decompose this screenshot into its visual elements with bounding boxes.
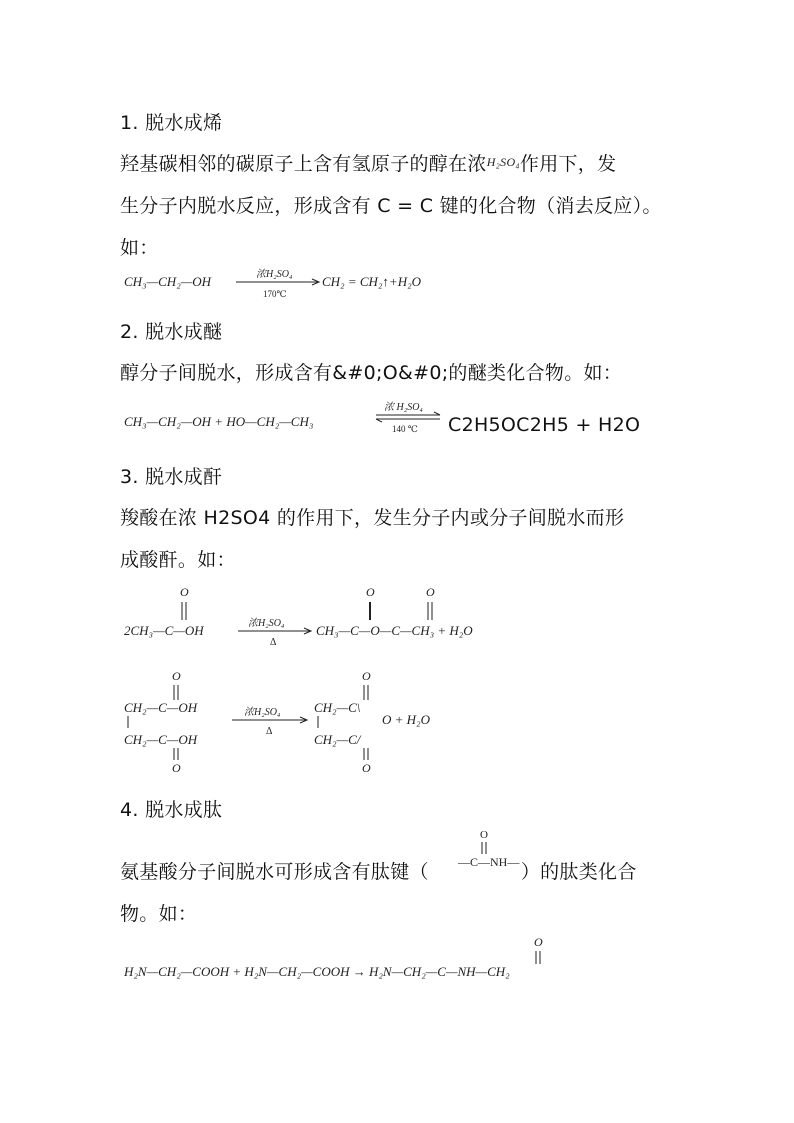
reactant-bottom-row: CH₂—C—OH	[124, 732, 198, 747]
carbonyl-oxygen: O	[366, 585, 375, 599]
eq-cond-bottom: Δ	[266, 726, 273, 737]
eq-reactant: 2CH₃—C—OH	[124, 623, 204, 638]
eq-cond-top: 浓H₂SO₄	[248, 618, 285, 629]
carbonyl-oxygen-bottom: O	[172, 761, 181, 775]
eq-reactant: CH₃—CH₂—OH	[124, 274, 212, 289]
section-1-heading: 1. 脱水成烯	[120, 112, 223, 134]
carbonyl-oxygen: O	[426, 585, 435, 599]
equation-dehydration-ethylene	[120, 262, 480, 304]
section-4-heading: 4. 脱水成肽	[120, 799, 223, 821]
carbonyl-oxygen-top: O	[362, 669, 371, 683]
carbonyl-oxygen-top: O	[172, 669, 181, 683]
section-2-heading: 2. 脱水成醚	[120, 321, 223, 343]
product-top-row: CH₂—C\	[314, 700, 361, 715]
eq-reactant: CH₃—CH₂—OH + HO—CH₂—CH₃	[124, 414, 314, 429]
section-3-line-2: 成酸酐。如：	[120, 549, 236, 571]
equation-peptide	[120, 932, 640, 986]
eq-cond-top: 浓H₂SO₄	[244, 707, 281, 718]
section-3-heading: 3. 脱水成酐	[120, 466, 223, 488]
section-1-line-3: 如：	[120, 237, 159, 259]
peptide-bond-structure	[452, 826, 552, 876]
section-2-line-1: 醇分子间脱水，形成含有&#0;O&#0;的醚类化合物。如：	[120, 362, 623, 384]
carbonyl-oxygen-bottom: O	[362, 761, 371, 775]
text-fragment: 羟基碳相邻的碳原子上含有氢原子的醇在浓	[120, 153, 487, 175]
product-bottom-row: CH₂—C/	[314, 732, 361, 747]
eq-cond-bottom: Δ	[270, 637, 277, 648]
carbonyl-oxygen: O	[480, 829, 488, 841]
eq-peptide-text: H₂N—CH₂—COOH + H₂N—CH₂—COOH → H₂N—CH₂—C—NH—CH₂	[124, 964, 510, 979]
equation-dehydration-ether	[120, 396, 450, 438]
inline-formula-h2so4: H₂SO₄	[486, 155, 520, 169]
section-4-line-1	[120, 857, 637, 884]
text-fragment: ）的肽类化合	[520, 861, 637, 883]
equation-anhydride-1	[120, 582, 540, 652]
eq-product: CH₃—C—O—C—CH₃ + H₂O	[316, 623, 473, 638]
equation-anhydride-2	[120, 666, 450, 778]
carbonyl-oxygen: O	[534, 935, 543, 949]
carbonyl-oxygen: O	[180, 585, 189, 599]
section-1-line-1	[120, 149, 616, 176]
text-fragment: 氨基酸分子间脱水可形成含有肽键（	[120, 861, 429, 883]
eq-cond-bottom: 140 ℃	[392, 424, 418, 434]
eq-cond-top: 浓H₂SO₄	[256, 269, 293, 280]
eq-product: CH₂ = CH₂↑+H₂O	[322, 274, 421, 289]
section-4-line-2: 物。如：	[120, 903, 198, 925]
eq-cond-top: 浓 H₂SO₄	[384, 402, 423, 413]
peptide-bond-text: —C—NH—	[458, 855, 520, 869]
section-1-line-2: 生分子内脱水反应，形成含有 C = C 键的化合物（消去反应）。	[120, 195, 662, 217]
ether-product: C2H5OC2H5 + H2O	[448, 414, 641, 436]
text-fragment: 作用下，发	[519, 153, 617, 175]
reactant-top-row: CH₂—C—OH	[124, 700, 198, 715]
eq-cond-bottom: 170℃	[263, 289, 287, 299]
product-tail: O + H₂O	[382, 712, 430, 727]
section-3-line-1: 羧酸在浓 H2SO4 的作用下，发生分子内或分子间脱水而形	[120, 507, 625, 529]
